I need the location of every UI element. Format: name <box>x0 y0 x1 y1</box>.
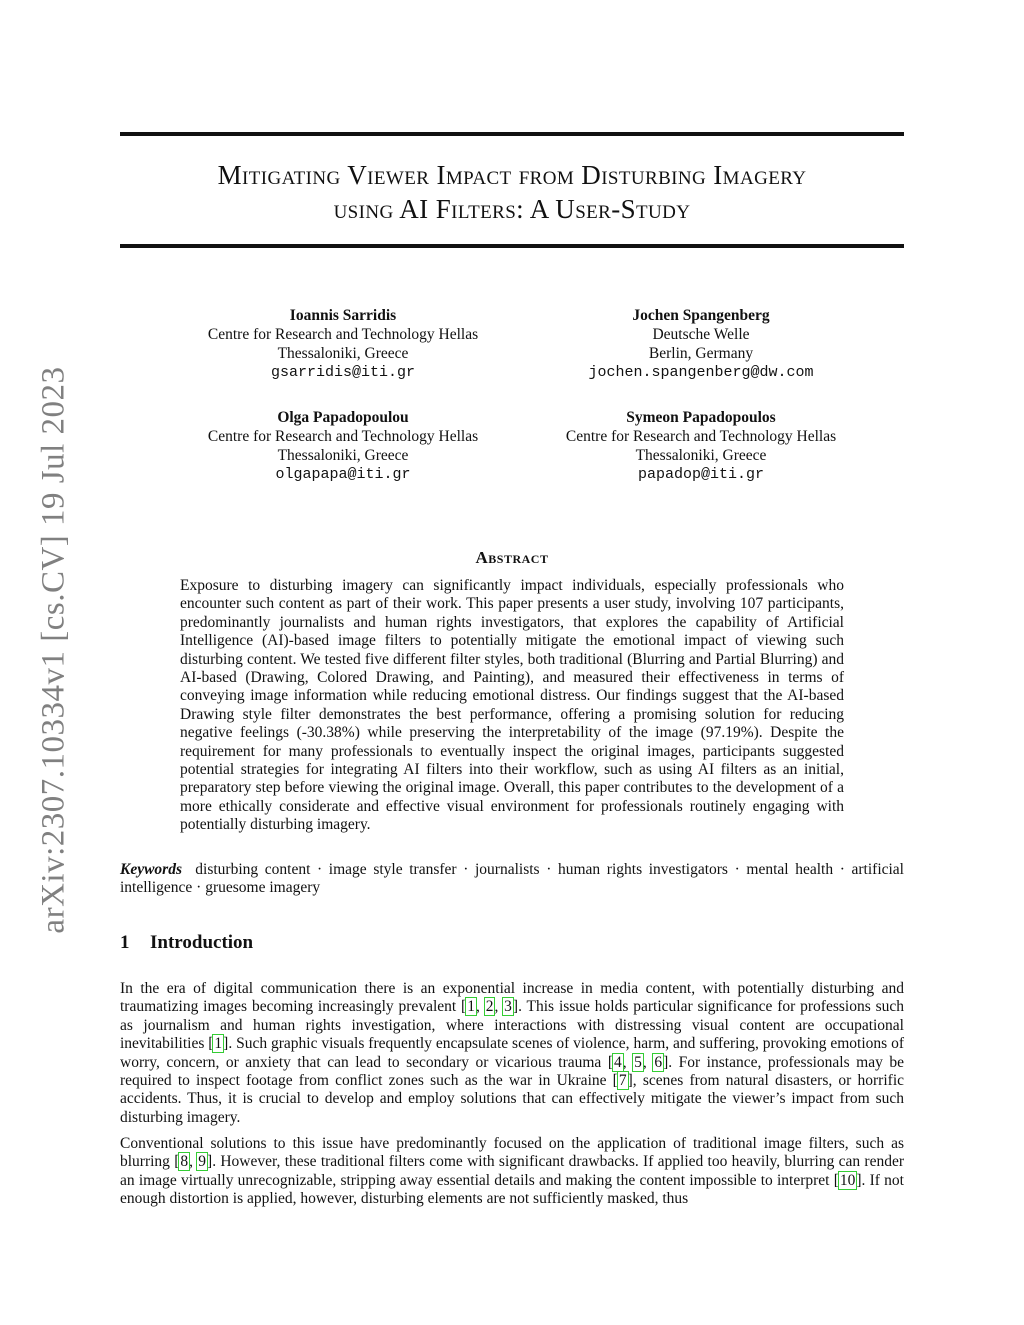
author-location: Berlin, Germany <box>648 345 754 362</box>
author-location: Thessaloniki, Greece <box>635 447 767 464</box>
keywords-text: disturbing content · image style transfer · journalists · human rights investigators · mental health · artificial intelligence · gruesome imagery <box>120 861 904 897</box>
keywords-line <box>120 861 904 898</box>
citation-link[interactable]: 4 <box>614 1053 622 1071</box>
paragraph-text: ], scenes from natural disasters, or horrific accidents. Thus, it is crucial to develop and employ solutions that can effectively mitigate the viewer’s impact from such disturbing imagery. <box>120 1072 905 1126</box>
author-affiliation: Centre for Research and Technology Hellas <box>565 428 837 445</box>
author-name: Olga Papadopoulou <box>277 409 409 426</box>
abstract-heading: Abstract <box>475 548 549 567</box>
citation-link[interactable]: 2 <box>485 998 494 1016</box>
arxiv-identifier-stamp: arXiv:2307.10334v1 [cs.CV] 19 Jul 2023 <box>35 366 72 934</box>
citation-link[interactable]: 3 <box>504 998 512 1016</box>
author-affiliation: Centre for Research and Technology Hellas <box>207 326 479 343</box>
citation-separator: , <box>642 1053 654 1071</box>
citation-link[interactable]: 5 <box>634 1053 642 1071</box>
author-affiliation: Deutsche Welle <box>652 326 750 343</box>
author-block-2 <box>521 306 881 382</box>
author-name: Ioannis Sarridis <box>289 307 397 324</box>
citation-link[interactable]: 6 <box>654 1053 663 1071</box>
citation-link[interactable]: 8 <box>180 1153 189 1171</box>
author-email[interactable]: olgapapa@iti.gr <box>275 466 411 483</box>
author-location: Thessaloniki, Greece <box>277 447 409 464</box>
citation-separator: , <box>622 1053 634 1071</box>
paragraph-text: ]. If not enough distortion is applied, however, disturbing elements are not sufficiently masked, thus <box>120 1171 904 1208</box>
abstract-text: Exposure to disturbing imagery can significantly impact individuals, especially professionals who encounter such content as part of their work. This paper presents a user study, involving 107 participants, predominantly journalists and human rights investigators, that explores the capability of Artificial Intelligence (AI)-based image filters to potentially mitigate the emotional impact of viewing such disturbing content. We tested five different filter styles, both traditional (Blurring and Partial Blurring) and AI-based (Drawing, Colored Drawing, and Painting), and measured their effectiveness in terms of conveying image information while reducing emotional distress. Our findings suggest that the AI-based Drawing style filter demonstrates the best performance, offering a promising solution for reducing negative feelings (-30.38%) while preserving the interpretability of the image (97.19%). Despite the requirement for many professionals to eventually inspect the original images, participants suggested potential strategies for integrating AI filters into their workflow, such as using AI filters as an initial, preparatory step before viewing the original image. Overall, this paper contributes to the development of a more ethically considerate and effective visual environment for professionals routinely engaging with potentially disturbing imagery. <box>180 577 844 834</box>
author-email[interactable]: papadop@iti.gr <box>637 466 765 483</box>
paragraph-text: ]. Such graphic visuals frequently encapsulate scenes of violence, harm, and suffering, provoking emotions of worry, concern, or anxiety that can lead to secondary or vicarious trauma [ <box>120 1035 904 1071</box>
citation-separator: , <box>475 998 485 1016</box>
paragraph-text: ]. However, these traditional filters come with significant drawbacks. If applied too heavily, blurring can render an image virtually unrecognizable, stripping away essential details and making the content impossible to interpret [ <box>120 1153 904 1189</box>
paragraph-text: ]. For instance, professionals may be required to inspect footage from conflict zones such as the war in Ukraine [ <box>120 1053 905 1090</box>
title-line-2: using AI Filters: A User-Study <box>333 194 691 224</box>
section-title: Introduction <box>150 932 254 953</box>
title-line-1: Mitigating Viewer Impact from Disturbing Imagery <box>217 160 807 190</box>
citation-link[interactable]: 1 <box>467 998 475 1016</box>
author-block-1 <box>163 306 523 382</box>
title-top-rule <box>120 132 904 136</box>
paragraph-text: ]. This issue holds particular significance for professions such as journalism and human rights investigation, where interactions with distressing visual content are occupational inevitabilities [ <box>120 998 905 1053</box>
title-bottom-rule <box>120 244 904 248</box>
citation-link[interactable]: 9 <box>198 1153 207 1171</box>
author-email[interactable]: jochen.spangenberg@dw.com <box>588 364 814 381</box>
paragraph-text: Conventional solutions to this issue have predominantly focused on the application of traditional image filters, such as blurring [ <box>120 1135 904 1171</box>
author-block-4 <box>521 408 881 484</box>
intro-paragraph-1 <box>120 980 904 1127</box>
citation-separator: , <box>494 998 504 1016</box>
author-email[interactable]: gsarridis@iti.gr <box>270 364 416 381</box>
author-location: Thessaloniki, Greece <box>277 345 409 362</box>
paragraph-text: In the era of digital communication there is an exponential increase in media content, with potentially disturbing and traumatizing images becoming increasingly prevalent [ <box>120 980 904 1016</box>
citation-link[interactable]: 1 <box>214 1035 223 1053</box>
author-name: Symeon Papadopoulos <box>626 409 776 426</box>
intro-paragraph-2 <box>120 1135 904 1209</box>
keywords-label: Keywords <box>120 861 182 878</box>
citation-link[interactable]: 10 <box>839 1171 856 1189</box>
paper-title <box>120 158 904 226</box>
author-affiliation: Centre for Research and Technology Hellas <box>207 428 479 445</box>
author-block-3 <box>163 408 523 484</box>
section-heading-introduction <box>120 932 253 954</box>
citation-link[interactable]: 7 <box>618 1072 627 1090</box>
citation-separator: , <box>189 1153 198 1171</box>
section-number: 1 <box>120 932 130 953</box>
author-name: Jochen Spangenberg <box>632 307 770 324</box>
